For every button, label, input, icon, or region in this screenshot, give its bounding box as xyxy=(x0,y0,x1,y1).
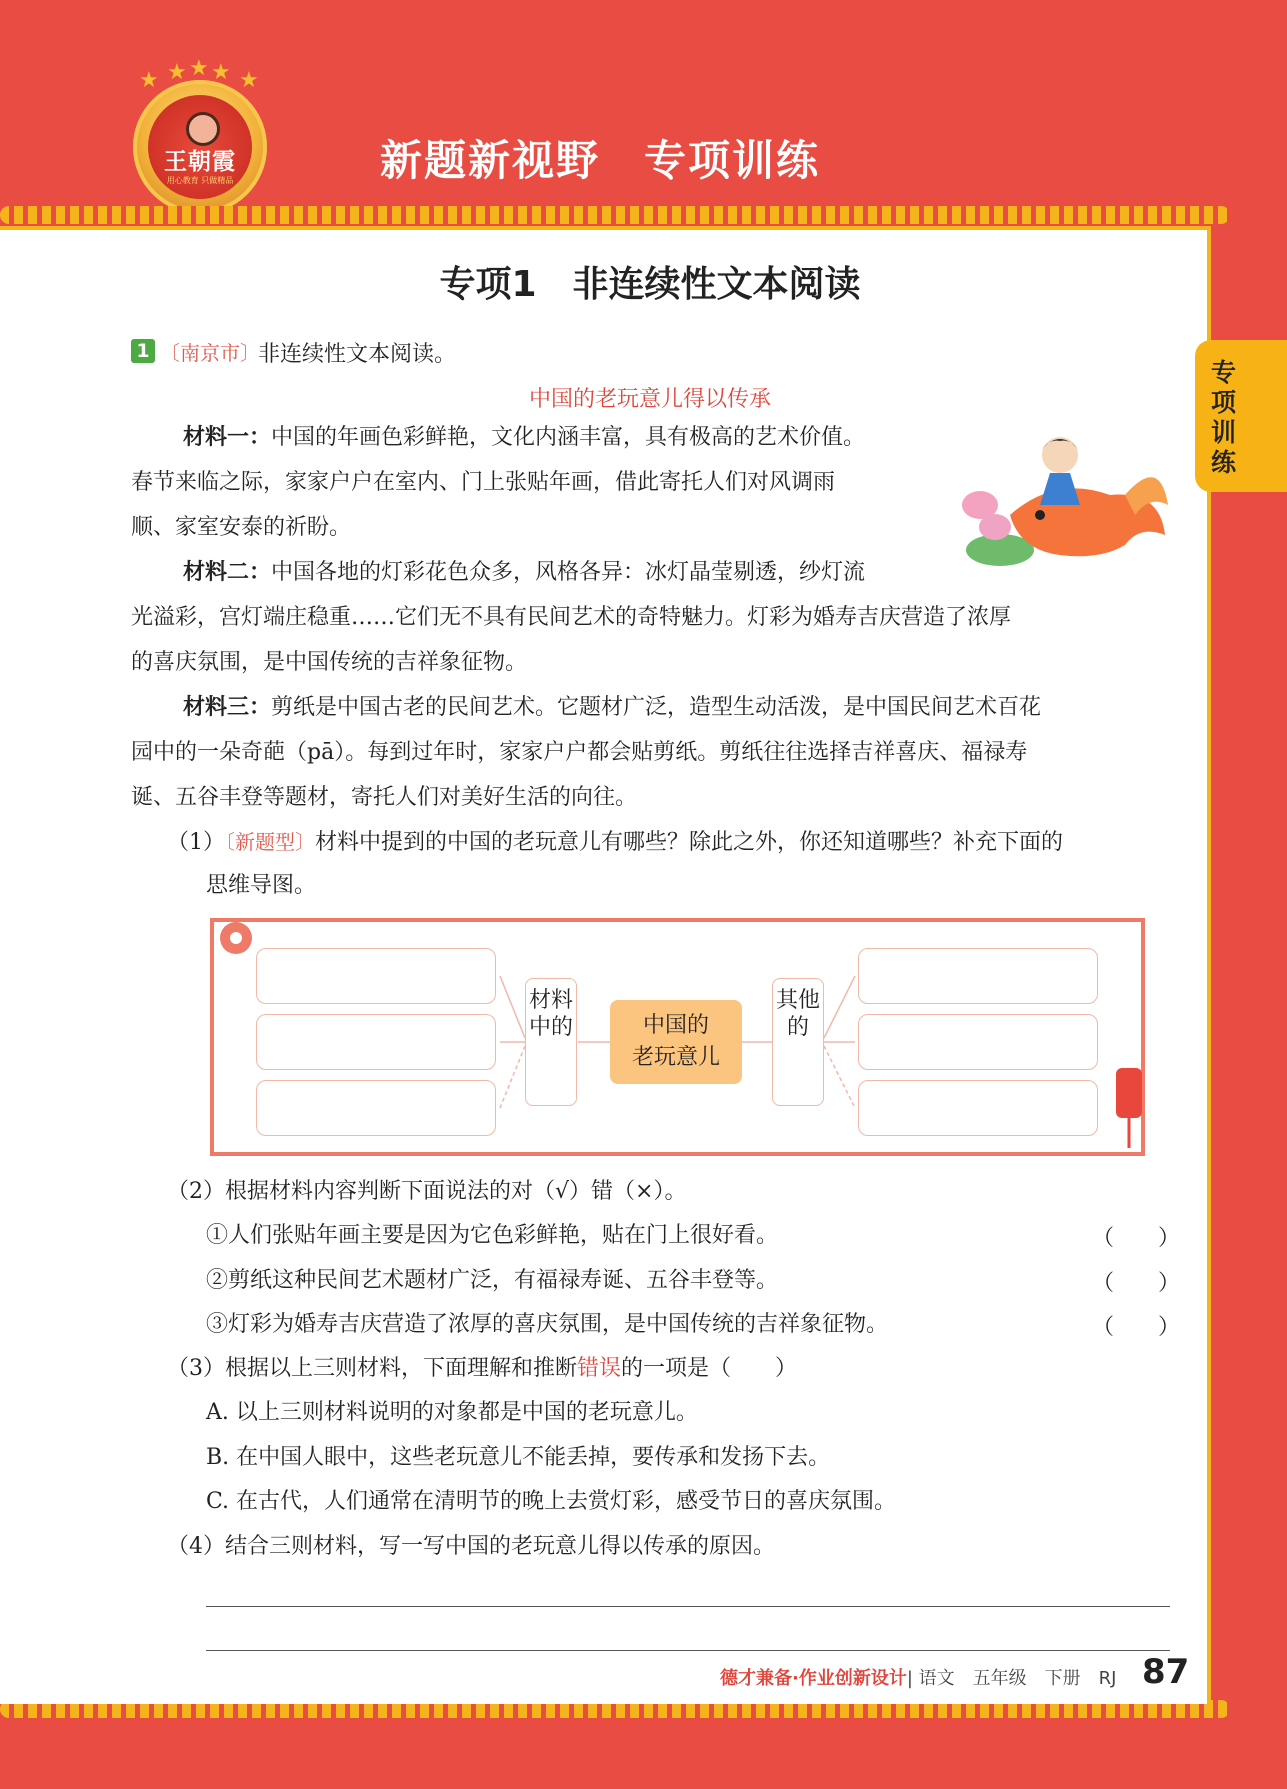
answer-box[interactable] xyxy=(858,1080,1098,1136)
star-icon: ★ xyxy=(211,60,231,85)
q2-stem: （2）根据材料内容判断下面说法的对（√）错（×）。 xyxy=(167,1179,687,1204)
material-2-line-1 xyxy=(183,558,865,588)
answer-line[interactable] xyxy=(206,1650,1170,1651)
reading-title: 中国的老玩意儿得以传承 xyxy=(528,387,771,412)
brand-logo xyxy=(133,56,267,214)
q3-option-b: B. 在中国人眼中，这些老玩意儿不能丢掉，要传承和发扬下去。 xyxy=(206,1445,831,1470)
q2-item-3: ③灯彩为婚寿吉庆营造了浓厚的喜庆氛围，是中国传统的吉祥象征物。 xyxy=(206,1312,889,1337)
q1-number: （1） xyxy=(167,830,225,855)
material-text: 剪纸是中国古老的民间艺术。它题材广泛，造型生动活泼，是中国民间艺术百花 xyxy=(271,695,1042,720)
answer-parentheses[interactable]: （ ） xyxy=(1092,1271,1181,1296)
material-1-line-3: 顺、家室安泰的祈盼。 xyxy=(131,515,352,540)
material-3-line-1 xyxy=(183,693,1041,723)
mind-map xyxy=(210,918,1145,1156)
q1-line-2: 思维导图。 xyxy=(206,873,317,898)
mind-map-center-line: 老玩意儿 xyxy=(631,1045,720,1070)
q2-item-1: ①人们张贴年画主要是因为它色彩鲜艳，贴在门上很好看。 xyxy=(206,1223,779,1248)
question-source: 〔南京市〕 xyxy=(160,341,260,365)
material-label: 材料三： xyxy=(183,695,272,720)
side-tab-label: 专项训练 xyxy=(1211,358,1237,477)
answer-box[interactable] xyxy=(858,948,1098,1004)
child-fish-illustration xyxy=(960,435,1170,575)
material-label: 材料二： xyxy=(183,560,272,585)
footer-meta: | 语文 五年级 下册 RJ xyxy=(906,1668,1117,1689)
logo-medallion xyxy=(148,95,252,199)
mind-map-center-line: 中国的 xyxy=(642,1013,709,1038)
logo-name: 王朝霞 xyxy=(164,148,236,175)
decorative-border xyxy=(0,206,1230,224)
material-label: 材料一： xyxy=(183,425,272,450)
answer-box[interactable] xyxy=(256,1080,496,1136)
q3-stem-text: （3）根据以上三则材料，下面理解和推断 xyxy=(167,1356,577,1381)
star-icon: ★ xyxy=(189,56,209,81)
star-icon: ★ xyxy=(167,60,187,85)
material-3-line-2: 园中的一朵奇葩（pā）。每到过年时，家家户户都会贴剪纸。剪纸往往选择吉祥喜庆、福禄寿 xyxy=(131,740,1028,765)
answer-line[interactable] xyxy=(206,1606,1170,1607)
question-prompt: 非连续性文本阅读。 xyxy=(258,342,457,367)
mind-map-right-label: 其他的 xyxy=(772,978,824,1106)
material-1-line-1 xyxy=(183,423,865,453)
answer-parentheses[interactable]: （ ） xyxy=(1092,1226,1181,1251)
footer xyxy=(720,1664,1116,1690)
mind-map-left-label: 材料中的 xyxy=(525,978,577,1106)
q1-tag: 〔新题型〕 xyxy=(225,830,315,854)
q4-stem: （4）结合三则材料，写一写中国的老玩意儿得以传承的原因。 xyxy=(167,1534,775,1559)
portrait-icon xyxy=(186,112,220,146)
q3-option-a: A. 以上三则材料说明的对象都是中国的老玩意儿。 xyxy=(206,1400,698,1425)
mind-map-center xyxy=(610,1000,742,1084)
q1-line-1 xyxy=(167,827,1063,858)
material-2-line-2: 光溢彩，宫灯端庄稳重……它们无不具有民间艺术的奇特魅力。灯彩为婚寿吉庆营造了浓厚 xyxy=(131,605,1012,630)
material-1-line-2: 春节来临之际，家家户户在室内、门上张贴年画，借此寄托人们对风调雨 xyxy=(131,470,836,495)
series-title: 新题新视野 专项训练 xyxy=(380,136,821,185)
answer-box[interactable] xyxy=(256,1014,496,1070)
q3-option-c: C. 在古代，人们通常在清明节的晚上去赏灯彩，感受节日的喜庆氛围。 xyxy=(206,1489,897,1514)
q3-stem-text: 的一项是（ ） xyxy=(621,1356,798,1381)
answer-box[interactable] xyxy=(256,948,496,1004)
answer-box[interactable] xyxy=(858,1014,1098,1070)
material-text: 中国的年画色彩鲜艳，文化内涵丰富，具有极高的艺术价值。 xyxy=(271,425,866,450)
q3-stem-emphasis: 错误 xyxy=(577,1356,622,1381)
q2-item-2: ②剪纸这种民间艺术题材广泛，有福禄寿诞、五谷丰登等。 xyxy=(206,1268,779,1293)
answer-parentheses[interactable]: （ ） xyxy=(1092,1315,1181,1340)
material-2-line-3: 的喜庆氛围，是中国传统的吉祥象征物。 xyxy=(131,650,528,675)
q3-stem xyxy=(167,1354,797,1384)
side-tab xyxy=(1195,340,1287,492)
footer-brand: 德才兼备·作业创新设计 xyxy=(720,1668,907,1689)
question-number-badge: 1 xyxy=(131,339,155,363)
logo-slogan: 用心教育 只做精品 xyxy=(166,176,234,185)
section-title: 专项1 非连续性文本阅读 xyxy=(439,264,861,305)
material-3-line-3: 诞、五谷丰登等题材，寄托人们对美好生活的向往。 xyxy=(131,785,638,810)
star-icon: ★ xyxy=(239,68,259,93)
material-text: 中国各地的灯彩花色众多，风格各异：冰灯晶莹剔透，纱灯流 xyxy=(271,560,866,585)
star-icon: ★ xyxy=(139,68,159,93)
q1-text: 材料中提到的中国的老玩意儿有哪些？除此之外，你还知道哪些？补充下面的 xyxy=(315,830,1064,855)
page-number: 87 xyxy=(1142,1652,1190,1692)
